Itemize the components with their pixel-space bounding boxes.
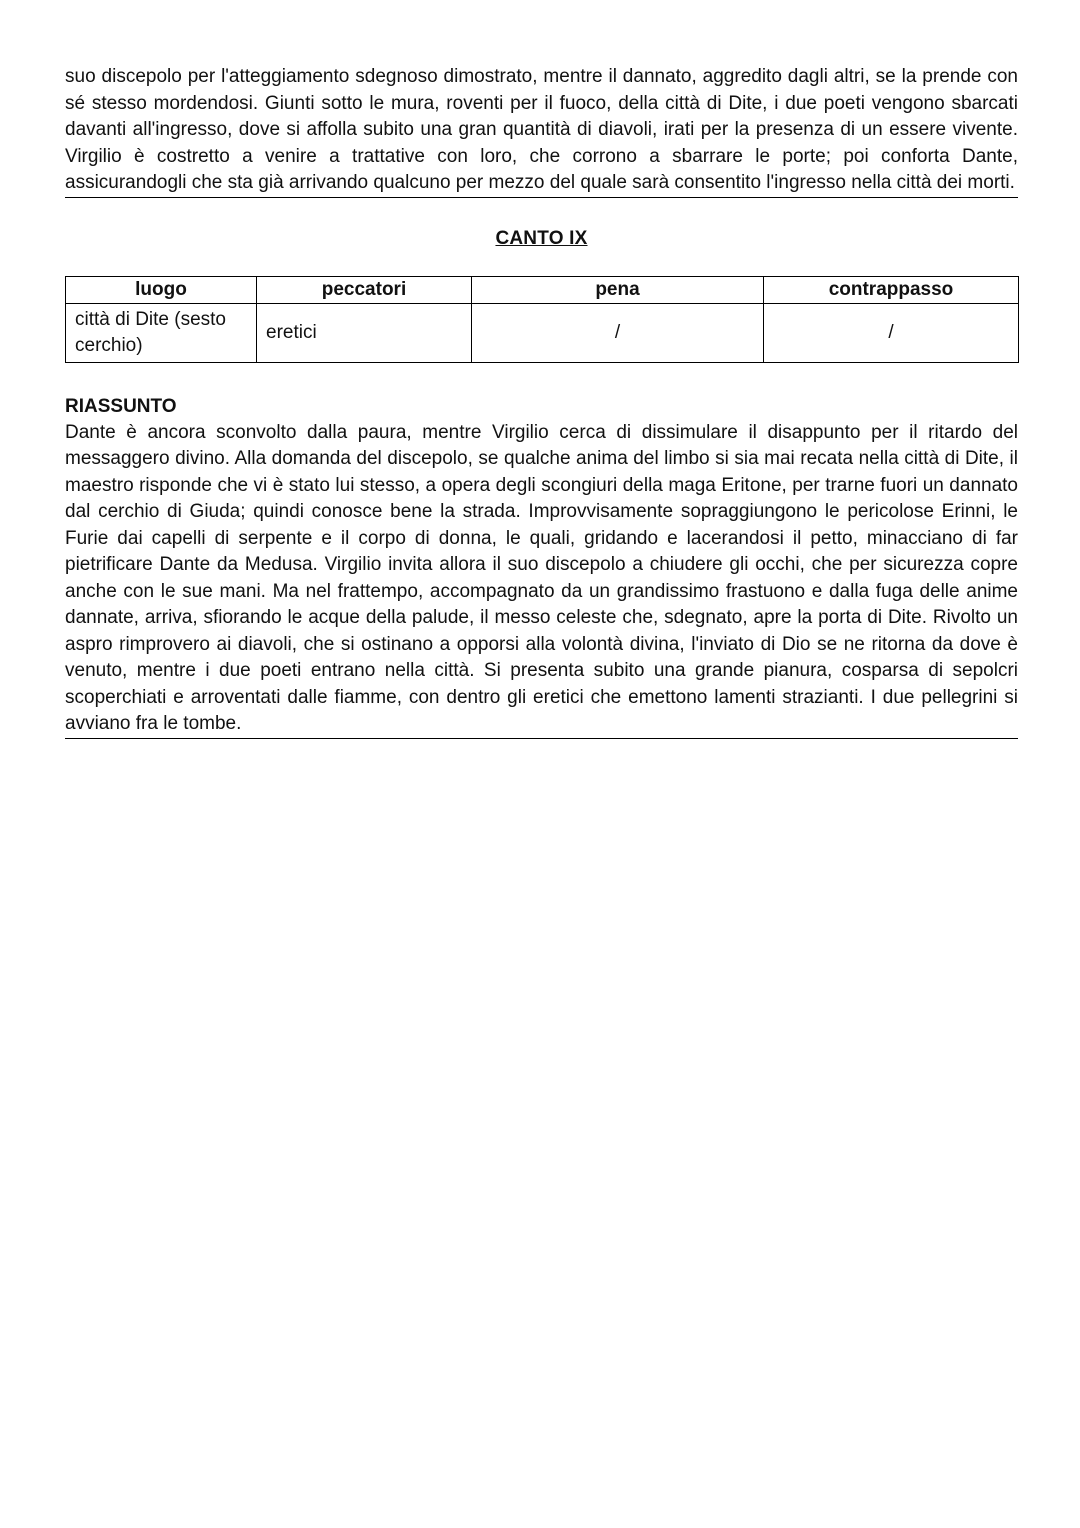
section-divider-bottom: [65, 738, 1018, 739]
cell-pena: /: [472, 303, 764, 362]
cell-peccatori: eretici: [257, 303, 472, 362]
document-page: [65, 64, 1018, 739]
section-divider-top: [65, 197, 1018, 198]
canto-title: CANTO IX: [495, 227, 588, 249]
header-pena: pena: [472, 276, 764, 303]
header-contrappasso: contrappasso: [764, 276, 1019, 303]
table-header-row: [66, 276, 1019, 303]
header-peccatori: peccatori: [257, 276, 472, 303]
header-luogo: luogo: [66, 276, 257, 303]
canto-table: [65, 276, 1019, 363]
table-row: [66, 303, 1019, 362]
intro-paragraph: suo discepolo per l'atteggiamento sdegnoso dimostrato, mentre il dannato, aggredito dagli altri, se la prende con sé stesso mordendosi. Giunti sotto le mura, roventi per il fuoco, della città di Dite, i due poeti vengono sbarcati davanti all'ingresso, dove si affolla subito una gran quantità di diavoli, irati per la presenza di un essere vivente. Virgilio è costretto a venire a trattative con loro, che corrono a sbarrare le porte; poi conforta Dante, assicurandogli che sta già arrivando qualcuno per mezzo del quale sarà consentito l'ingresso nella città dei morti.: [65, 66, 1018, 193]
summary-heading: RIASSUNTO: [65, 395, 177, 417]
summary-paragraph: Dante è ancora sconvolto dalla paura, mentre Virgilio cerca di dissimulare il disappunto per il ritardo del messaggero divino. Alla domanda del discepolo, se qualche anima del limbo si sia mai recata nella città di Dite, il maestro risponde che vi è stato lui stesso, a opera degli scongiuri della maga Eritone, per trarne fuori un dannato dal cerchio di Giuda; quindi conosce bene la strada. Improvvisamente sopraggiungono le pericolose Erinni, le Furie dai capelli di serpente e il corpo di donna, le quali, gridando e lacerandosi il petto, minacciano di far pietrificare Dante da Medusa. Virgilio invita allora il suo discepolo a chiudere gli occhi, che per sicurezza copre anche con le sue mani. Ma nel frattempo, accompagnato da un grandissimo frastuono e dalla fuga delle anime dannate, arriva, sfiorando le acque della palude, il messo celeste che, sdegnato, apre la porta di Dite. Rivolto un aspro rimprovero ai diavoli, che si ostinano a opporsi alla volontà divina, l'inviato di Dio se ne ritorna da dove è venuto, mentre i due poeti entrano nella città. Si presenta subito una grande pianura, cosparsa di sepolcri scoperchiati e arroventati dalle fiamme, con dentro gli eretici che emettono lamenti strazianti. I due pellegrini si avviano fra le tombe.: [65, 421, 1018, 734]
cell-luogo: città di Dite (sesto cerchio): [66, 303, 257, 362]
cell-contrappasso: /: [764, 303, 1019, 362]
